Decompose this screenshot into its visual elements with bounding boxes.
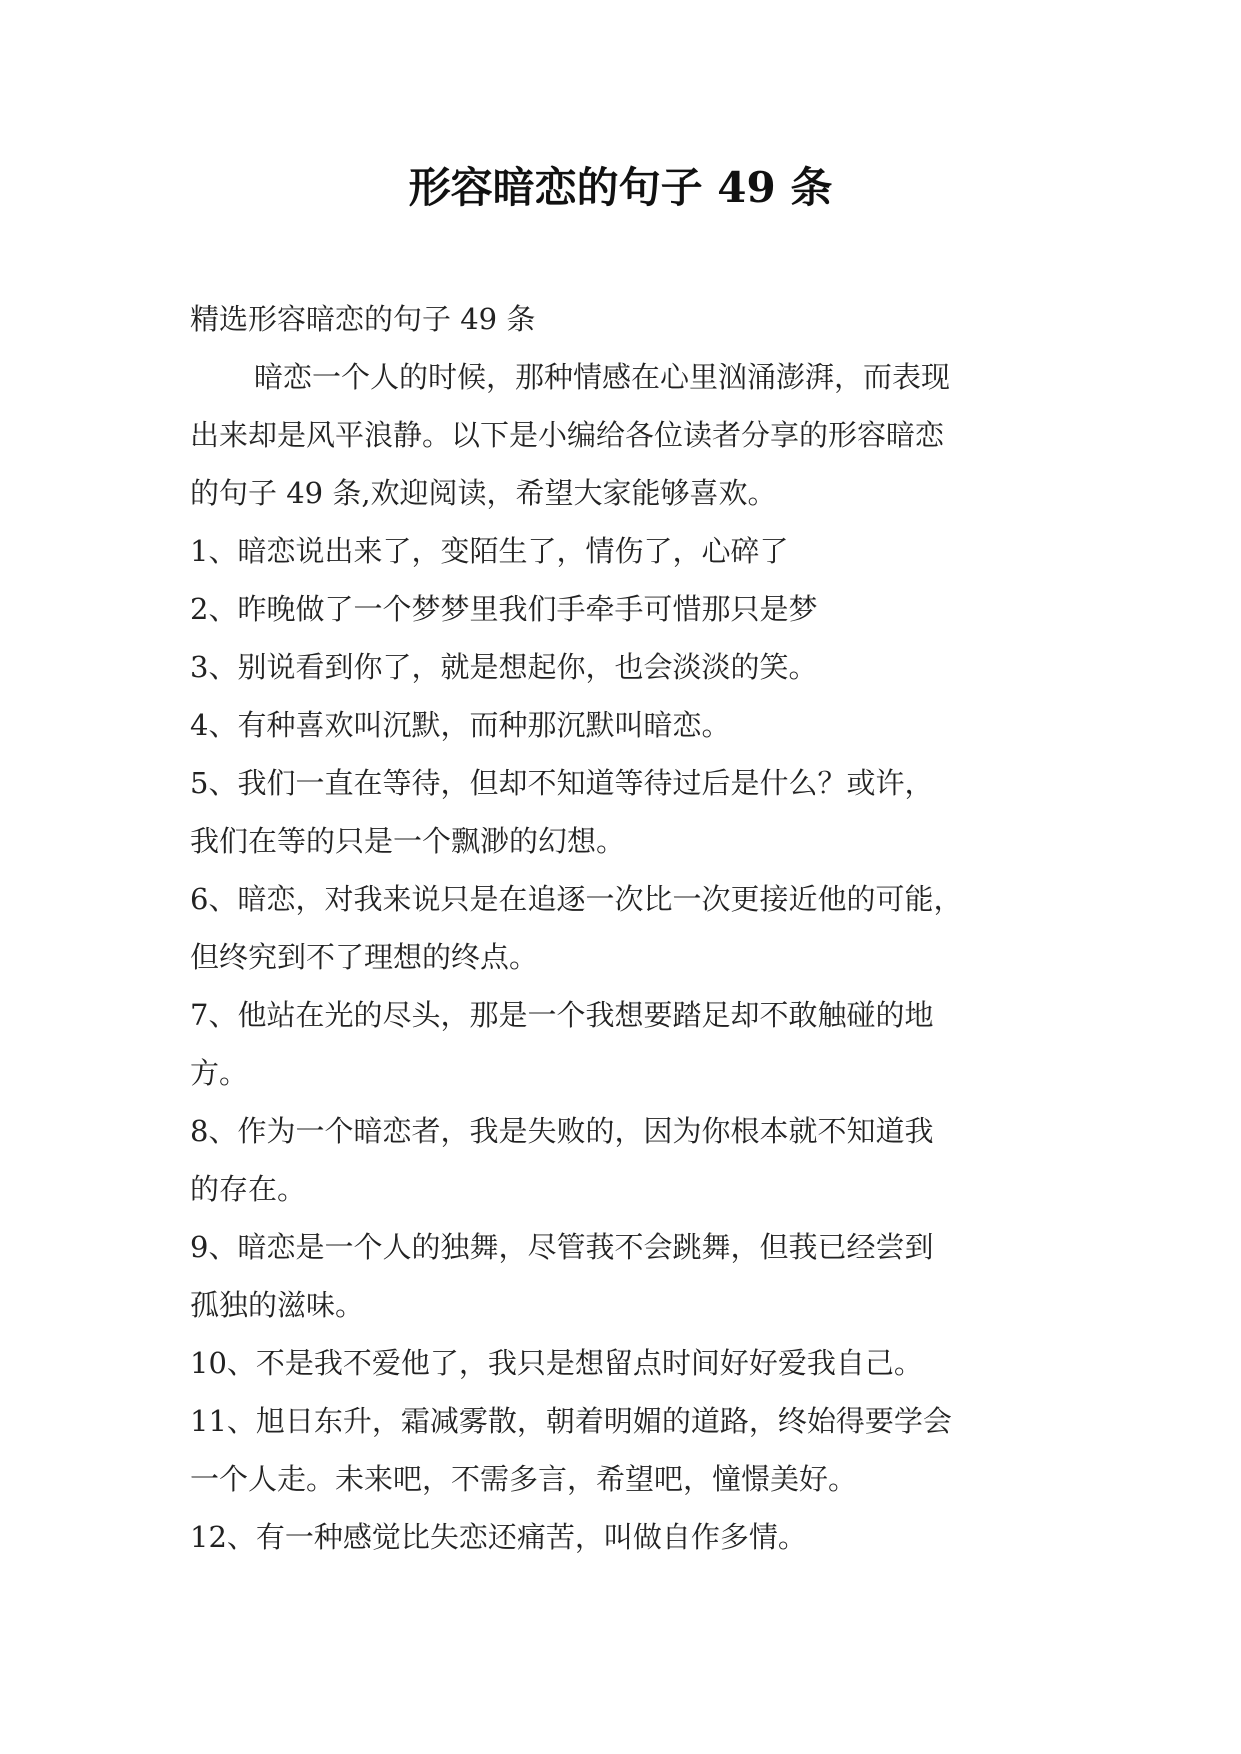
sentence-line: 我们在等的只是一个飘渺的幻想。: [190, 824, 626, 858]
sentence-line: 孤独的滋味。: [190, 1288, 365, 1322]
intro-line: 的句子 49 条,欢迎阅读，希望大家能够喜欢。: [190, 476, 777, 510]
sentence-line: 1、暗恋说出来了，变陌生了，情伤了，心碎了: [190, 534, 789, 568]
sentence-line: 但终究到不了理想的终点。: [190, 940, 539, 974]
sentence-line: 3、别说看到你了，就是想起你，也会淡淡的笑。: [190, 650, 818, 684]
sentence-line: 方。: [190, 1056, 249, 1090]
sentence-line: 7、他站在光的尽头，那是一个我想要踏足却不敢触碰的地: [190, 998, 934, 1032]
document-title: 形容暗恋的句子 49 条: [408, 163, 833, 212]
sentence-line: 10、不是我不爱他了，我只是想留点时间好好爱我自己。: [190, 1346, 923, 1380]
sentence-line: 11、旭日东升，霜减雾散，朝着明媚的道路，终始得要学会: [190, 1404, 952, 1438]
sentence-line: 6、暗恋，对我来说只是在追逐一次比一次更接近他的可能，: [190, 882, 963, 916]
intro-line: 暗恋一个人的时候，那种情感在心里汹涌澎湃，而表现: [254, 360, 951, 394]
sentence-line: 5、我们一直在等待，但却不知道等待过后是什么？或许，: [190, 766, 934, 800]
sentence-line: 12、有一种感觉比失恋还痛苦，叫做自作多情。: [190, 1520, 807, 1554]
document-body: [190, 290, 1066, 1566]
sentence-line: 2、昨晚做了一个梦梦里我们手牵手可惜那只是梦: [190, 592, 818, 626]
sentence-line: 9、暗恋是一个人的独舞，尽管莪不会跳舞，但莪已经尝到: [190, 1230, 934, 1264]
sentence-line: 一个人走。未来吧，不需多言，希望吧，憧憬美好。: [190, 1462, 858, 1496]
sentence-line: 8、作为一个暗恋者，我是失败的，因为你根本就不知道我: [190, 1114, 934, 1148]
subtitle-line: 精选形容暗恋的句子 49 条: [190, 302, 536, 336]
sentence-line: 4、有种喜欢叫沉默，而种那沉默叫暗恋。: [190, 708, 731, 742]
intro-line: 出来却是风平浪静。以下是小编给各位读者分享的形容暗恋: [190, 418, 945, 452]
sentence-line: 的存在。: [190, 1172, 307, 1206]
